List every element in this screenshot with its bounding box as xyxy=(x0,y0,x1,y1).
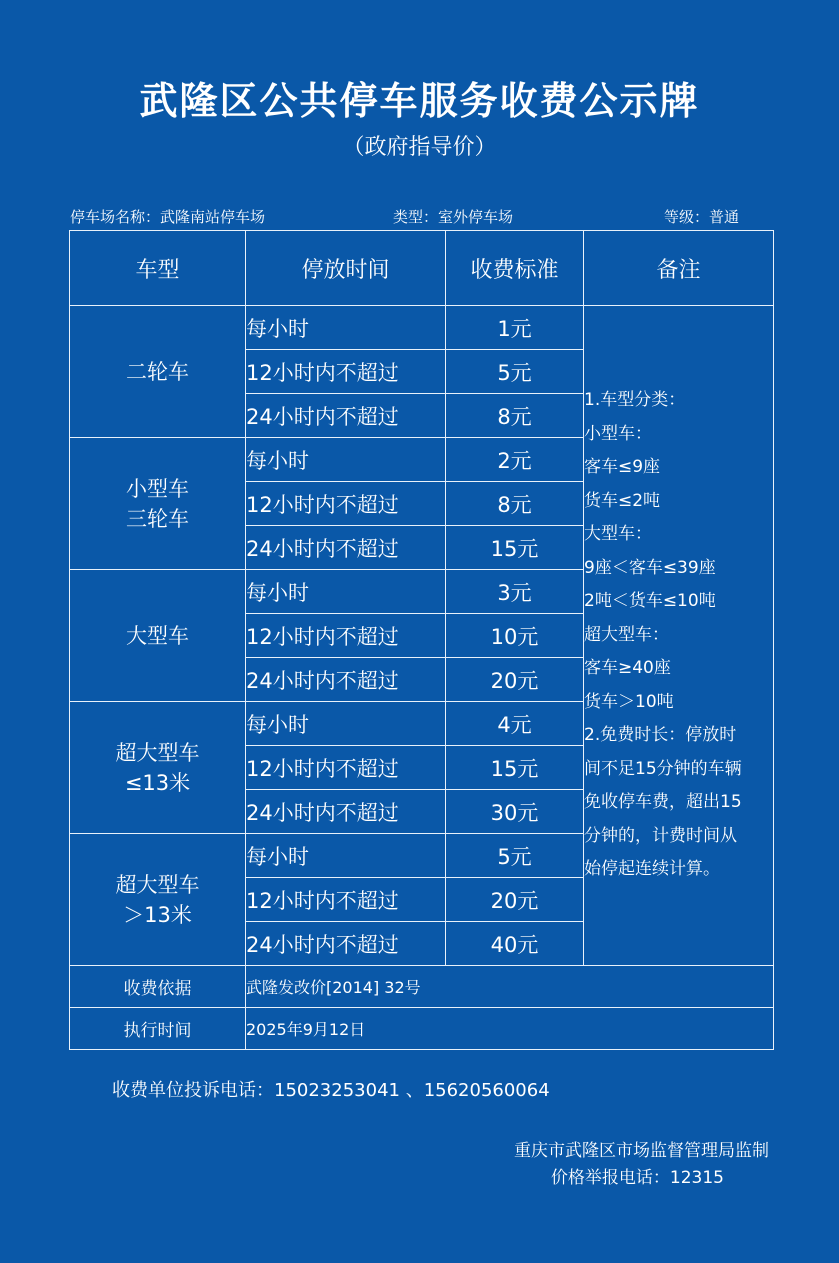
basis-label: 收费依据 xyxy=(70,966,246,1008)
duration-cell: 12小时内不超过 xyxy=(246,746,446,790)
lot-name: 停车场名称：武隆南站停车场 xyxy=(70,208,266,226)
vehicle-type-cell xyxy=(70,834,246,966)
duration-cell: 12小时内不超过 xyxy=(246,350,446,394)
effective-date-label: 执行时间 xyxy=(70,1008,246,1050)
fee-cell: 4元 xyxy=(446,702,584,746)
vehicle-type-label: 超大型车 xyxy=(115,740,200,765)
vehicle-type-label: 大型车 xyxy=(126,623,189,648)
supervisor-block xyxy=(514,1138,769,1192)
supervisor-name: 重庆市武隆区市场监督管理局监制 xyxy=(514,1141,769,1161)
lot-grade: 等级：普通 xyxy=(664,208,740,226)
duration-cell: 每小时 xyxy=(246,702,446,746)
fee-cell: 3元 xyxy=(446,570,584,614)
duration-cell: 每小时 xyxy=(246,438,446,482)
fee-cell: 20元 xyxy=(446,658,584,702)
table-row xyxy=(70,306,774,350)
basis-value: 武隆发改价[2014] 32号 xyxy=(246,966,774,1008)
remark-line: 货车≤2吨 xyxy=(584,490,661,511)
duration-cell: 12小时内不超过 xyxy=(246,482,446,526)
table-header-row xyxy=(70,231,774,306)
remark-line: 货车＞10吨 xyxy=(584,691,674,712)
duration-cell: 12小时内不超过 xyxy=(246,878,446,922)
fee-cell: 40元 xyxy=(446,922,584,966)
fee-cell: 20元 xyxy=(446,878,584,922)
remark-line: 始停起连续计算。 xyxy=(584,859,720,880)
table-row xyxy=(70,1008,774,1050)
fee-cell: 30元 xyxy=(446,790,584,834)
fee-cell: 8元 xyxy=(446,482,584,526)
fee-cell: 2元 xyxy=(446,438,584,482)
duration-cell: 24小时内不超过 xyxy=(246,790,446,834)
remark-line: 1.车型分类： xyxy=(584,390,686,411)
fee-cell: 1元 xyxy=(446,306,584,350)
complaint-phone: 收费单位投诉电话：15023253041 、15620560064 xyxy=(112,1080,550,1101)
page-title: 武隆区公共停车服务收费公示牌 xyxy=(139,79,700,123)
duration-cell: 每小时 xyxy=(246,306,446,350)
remark-line: 9座＜客车≤39座 xyxy=(584,557,716,578)
remark-line: 超大型车： xyxy=(584,624,669,645)
duration-cell: 12小时内不超过 xyxy=(246,614,446,658)
header-duration: 停放时间 xyxy=(246,231,446,306)
remark-line: 2吨＜货车≤10吨 xyxy=(584,591,716,612)
remark-line: 2.免费时长：停放时 xyxy=(584,725,737,746)
vehicle-type-cell xyxy=(70,570,246,702)
fee-table xyxy=(69,230,774,1050)
header-fee: 收费标准 xyxy=(446,231,584,306)
vehicle-type-label: 小型车 xyxy=(126,476,189,501)
remark-line: 客车≥40座 xyxy=(584,658,671,679)
effective-date-value: 2025年9月12日 xyxy=(246,1008,774,1050)
vehicle-type-label: 三轮车 xyxy=(126,506,189,531)
vehicle-type-label: 超大型车 xyxy=(115,872,200,897)
report-phone: 价格举报电话：12315 xyxy=(550,1168,724,1188)
fee-cell: 15元 xyxy=(446,746,584,790)
duration-cell: 24小时内不超过 xyxy=(246,394,446,438)
duration-cell: 每小时 xyxy=(246,570,446,614)
vehicle-type-cell xyxy=(70,306,246,438)
remark-line: 客车≤9座 xyxy=(584,457,661,478)
remark-line: 分钟的，计费时间从 xyxy=(584,825,737,846)
lot-type: 类型：室外停车场 xyxy=(393,208,514,226)
vehicle-type-label: ＞13米 xyxy=(123,902,192,927)
duration-cell: 24小时内不超过 xyxy=(246,526,446,570)
vehicle-type-cell xyxy=(70,702,246,834)
remark-line: 小型车： xyxy=(584,423,652,444)
remarks-cell xyxy=(584,306,774,966)
table-row xyxy=(70,966,774,1008)
duration-cell: 24小时内不超过 xyxy=(246,922,446,966)
remark-line: 间不足15分钟的车辆 xyxy=(584,758,742,779)
fee-cell: 5元 xyxy=(446,834,584,878)
fee-cell: 15元 xyxy=(446,526,584,570)
page-subtitle: （政府指导价） xyxy=(342,135,497,160)
fee-cell: 8元 xyxy=(446,394,584,438)
fee-cell: 5元 xyxy=(446,350,584,394)
vehicle-type-label: 二轮车 xyxy=(126,359,189,384)
vehicle-type-label: ≤13米 xyxy=(124,770,191,795)
vehicle-type-cell xyxy=(70,438,246,570)
duration-cell: 每小时 xyxy=(246,834,446,878)
remark-line: 免收停车费，超出15 xyxy=(584,792,742,813)
header-vehicle: 车型 xyxy=(70,231,246,306)
fee-cell: 10元 xyxy=(446,614,584,658)
remark-line: 大型车： xyxy=(584,524,652,545)
header-remarks: 备注 xyxy=(584,231,774,306)
duration-cell: 24小时内不超过 xyxy=(246,658,446,702)
